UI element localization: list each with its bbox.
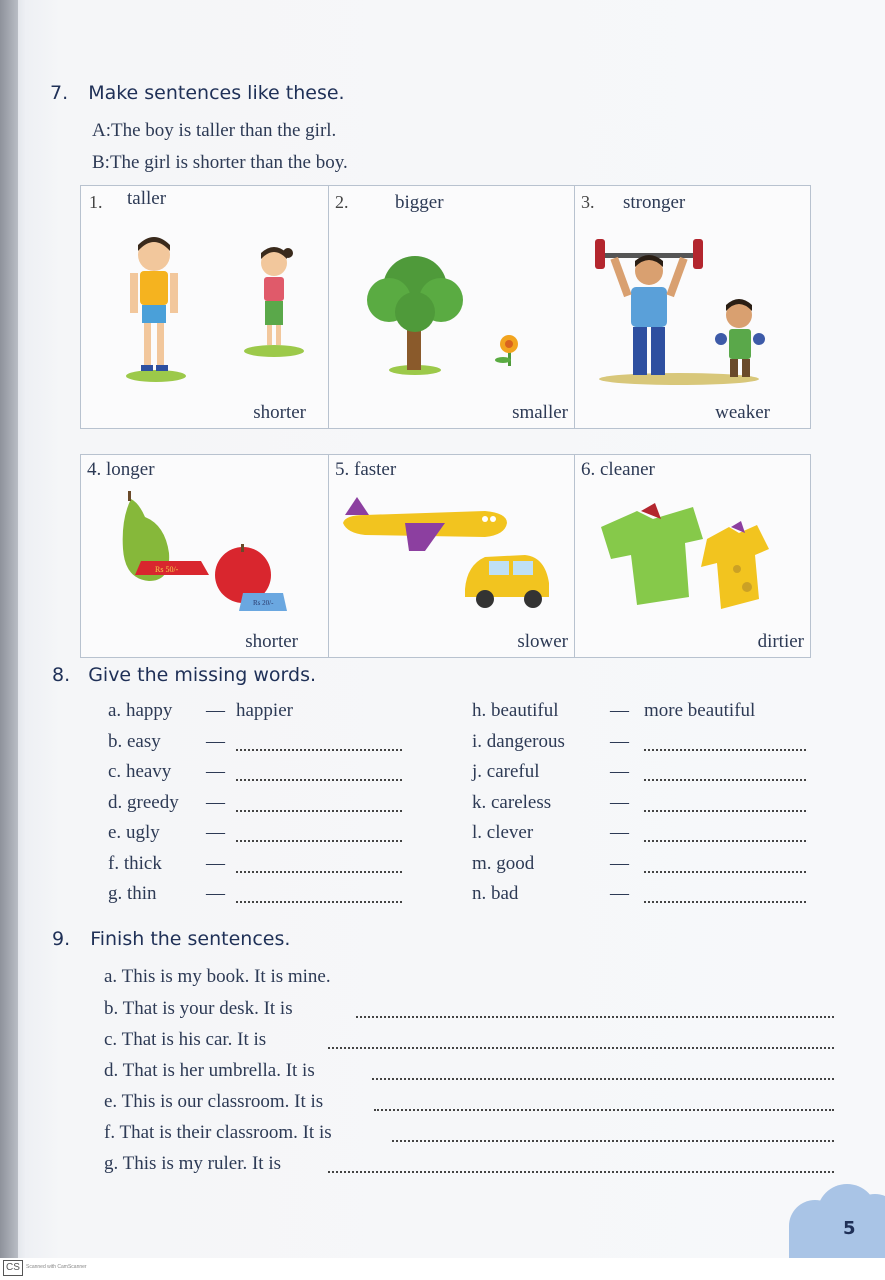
tree-and-flower-illustration <box>363 248 563 388</box>
item-letter: e. <box>104 1091 118 1112</box>
missing-word-item <box>472 731 565 753</box>
panel-stronger <box>575 186 810 428</box>
answer-blank[interactable] <box>236 779 402 781</box>
panel-number: 5. <box>335 459 350 480</box>
answer-blank[interactable] <box>372 1078 834 1080</box>
finish-sentence-item <box>104 1060 315 1082</box>
missing-word-item <box>472 700 559 722</box>
weightlifting-boys-illustration <box>589 231 809 391</box>
item-letter: g. <box>104 1153 119 1174</box>
item-word: bad <box>491 883 519 904</box>
item-sentence: That is their classroom. It is <box>119 1122 332 1143</box>
exercise-8-title: Give the missing words. <box>88 664 317 686</box>
item-letter: i. <box>472 730 483 752</box>
book-spine-shadow <box>0 0 18 1258</box>
item-word: easy <box>127 730 161 752</box>
answer-text: happier <box>236 700 293 721</box>
item-word: clever <box>486 822 534 843</box>
missing-word-item <box>472 883 518 905</box>
panel-word: cleaner <box>600 459 655 480</box>
finish-sentence-item <box>104 1091 323 1113</box>
item-letter: c. <box>104 1029 118 1050</box>
finish-sentence-item <box>104 966 331 988</box>
item-word: dangerous <box>486 730 565 752</box>
item-sentence: That is her umbrella. It is <box>122 1060 315 1081</box>
dash-separator: — <box>206 883 225 904</box>
answer-blank[interactable] <box>328 1047 834 1049</box>
item-letter: e. <box>108 822 122 843</box>
airplane-and-car-illustration <box>335 493 575 623</box>
panel-word: longer <box>106 459 155 480</box>
panel-word: bigger <box>395 192 444 213</box>
dash-separator: — <box>610 883 629 904</box>
missing-word-item <box>472 761 540 783</box>
dash-separator: — <box>610 822 629 843</box>
item-letter: f. <box>108 852 120 874</box>
page-number: 5 <box>843 1218 856 1239</box>
finish-sentence-item <box>104 998 293 1020</box>
item-sentence: This is my book. It is mine. <box>121 966 331 987</box>
panel-number: 3. <box>581 192 595 212</box>
answer-blank[interactable] <box>374 1109 834 1111</box>
dash-separator: — <box>206 761 225 782</box>
panel-bigger <box>329 186 575 428</box>
missing-word-item <box>108 700 172 722</box>
camscanner-caption: Scanned with CamScanner <box>26 1264 87 1270</box>
missing-word-item <box>108 731 161 753</box>
item-word: thin <box>127 883 157 904</box>
missing-word-item <box>108 883 157 905</box>
item-letter: b. <box>104 998 119 1019</box>
answer-blank[interactable] <box>236 871 402 873</box>
finish-sentence-item <box>104 1029 266 1051</box>
cloud-decoration <box>775 1180 885 1258</box>
apple-price-tag: Rs 20/- <box>253 599 274 607</box>
item-letter: h. <box>472 700 487 721</box>
item-word: careless <box>491 791 552 813</box>
item-word: happy <box>125 700 173 721</box>
panel-word: faster <box>354 459 397 480</box>
panel-cleaner <box>575 455 810 657</box>
exercise-7-number: 7. <box>50 82 69 104</box>
missing-word-item <box>108 853 162 875</box>
answer-blank[interactable] <box>328 1171 834 1173</box>
item-letter: n. <box>472 883 487 904</box>
boy-and-girl-illustration <box>116 231 316 401</box>
item-letter: b. <box>108 730 123 752</box>
item-letter: a. <box>108 700 122 721</box>
pear-and-apple-illustration <box>111 489 311 619</box>
panel-taller <box>81 186 329 428</box>
answer-blank[interactable] <box>356 1016 834 1018</box>
missing-word-item <box>472 853 534 875</box>
answer-blank[interactable] <box>644 810 806 812</box>
panel-word: taller <box>127 188 167 209</box>
dash-separator: — <box>610 852 629 874</box>
exercise-9-number: 9. <box>52 928 71 950</box>
panel-faster <box>329 455 575 657</box>
item-letter: a. <box>104 966 118 987</box>
panel-opposite-word: dirtier <box>757 631 804 652</box>
answer-blank[interactable] <box>236 901 402 903</box>
missing-word-item <box>472 792 551 814</box>
item-sentence: This is our classroom. It is <box>121 1091 324 1112</box>
panel-heading <box>335 459 396 481</box>
exercise-8-heading <box>52 664 316 686</box>
item-letter: d. <box>108 791 123 813</box>
missing-word-item <box>108 792 179 814</box>
item-letter: m. <box>472 852 492 874</box>
panel-heading <box>87 459 155 481</box>
pear-price-tag: Rs 50/- <box>155 565 179 574</box>
panel-word: stronger <box>623 192 686 213</box>
item-word: good <box>496 852 535 874</box>
panel-longer <box>81 455 329 657</box>
panel-number: 2. <box>335 192 349 212</box>
panel-opposite-word: weaker <box>715 402 770 423</box>
finish-sentence-item <box>104 1122 332 1144</box>
item-letter: c. <box>108 761 122 782</box>
item-letter: f. <box>104 1122 116 1143</box>
missing-word-item <box>472 822 533 844</box>
dash-separator: — <box>206 730 225 752</box>
exercise-9-title: Finish the sentences. <box>90 928 291 950</box>
exercise-9-heading <box>52 928 290 950</box>
answer-blank[interactable] <box>236 749 402 751</box>
item-sentence: That is your desk. It is <box>122 998 293 1019</box>
example-sentence-a: A:The boy is taller than the girl. <box>92 120 337 141</box>
dash-separator: — <box>610 761 629 782</box>
panel-number: 1. <box>89 192 103 212</box>
answer-blank[interactable] <box>236 810 402 812</box>
panel-opposite-word: shorter <box>253 402 306 423</box>
item-letter: d. <box>104 1060 119 1081</box>
answer-blank[interactable] <box>392 1140 834 1142</box>
answer-blank[interactable] <box>644 901 806 903</box>
dash-separator: — <box>610 791 629 813</box>
picture-grid-row-1 <box>80 185 811 429</box>
dash-separator: — <box>206 822 225 843</box>
panel-opposite-word: smaller <box>512 402 568 423</box>
dash-separator: — <box>610 700 629 721</box>
finish-sentence-item <box>104 1153 281 1175</box>
panel-heading <box>581 459 655 481</box>
scan-footer <box>0 1258 885 1280</box>
panel-opposite-word: slower <box>517 631 568 652</box>
item-letter: k. <box>472 791 487 813</box>
item-word: beautiful <box>491 700 559 721</box>
panel-opposite-word: shorter <box>245 631 298 652</box>
dash-separator: — <box>206 791 225 813</box>
answer-blank[interactable] <box>644 871 806 873</box>
item-word: greedy <box>127 791 179 813</box>
camscanner-logo: CS <box>3 1260 23 1276</box>
exercise-7-heading <box>50 82 345 104</box>
answer-blank[interactable] <box>236 840 402 842</box>
clean-and-dirty-shirts-illustration <box>597 499 817 629</box>
panel-number: 4. <box>87 459 102 480</box>
picture-grid-row-2 <box>80 454 811 658</box>
missing-word-item <box>108 761 171 783</box>
panel-number: 6. <box>581 459 596 480</box>
item-letter: j. <box>472 761 483 782</box>
answer-text: more beautiful <box>644 700 756 721</box>
item-word: ugly <box>125 822 160 843</box>
item-letter: l. <box>472 822 483 843</box>
item-word: careful <box>486 761 540 782</box>
item-sentence: This is my ruler. It is <box>122 1153 281 1174</box>
example-sentence-b: B:The girl is shorter than the boy. <box>92 152 348 173</box>
answer-blank[interactable] <box>644 779 806 781</box>
dash-separator: — <box>206 700 225 721</box>
dash-separator: — <box>610 730 629 752</box>
answer-blank[interactable] <box>644 840 806 842</box>
item-sentence: That is his car. It is <box>121 1029 267 1050</box>
missing-word-item <box>108 822 160 844</box>
item-letter: g. <box>108 883 123 904</box>
answer-blank[interactable] <box>644 749 806 751</box>
exercise-8-number: 8. <box>52 664 71 686</box>
item-word: heavy <box>125 761 172 782</box>
exercise-7-title: Make sentences like these. <box>88 82 345 104</box>
dash-separator: — <box>206 852 225 874</box>
item-word: thick <box>123 852 162 874</box>
